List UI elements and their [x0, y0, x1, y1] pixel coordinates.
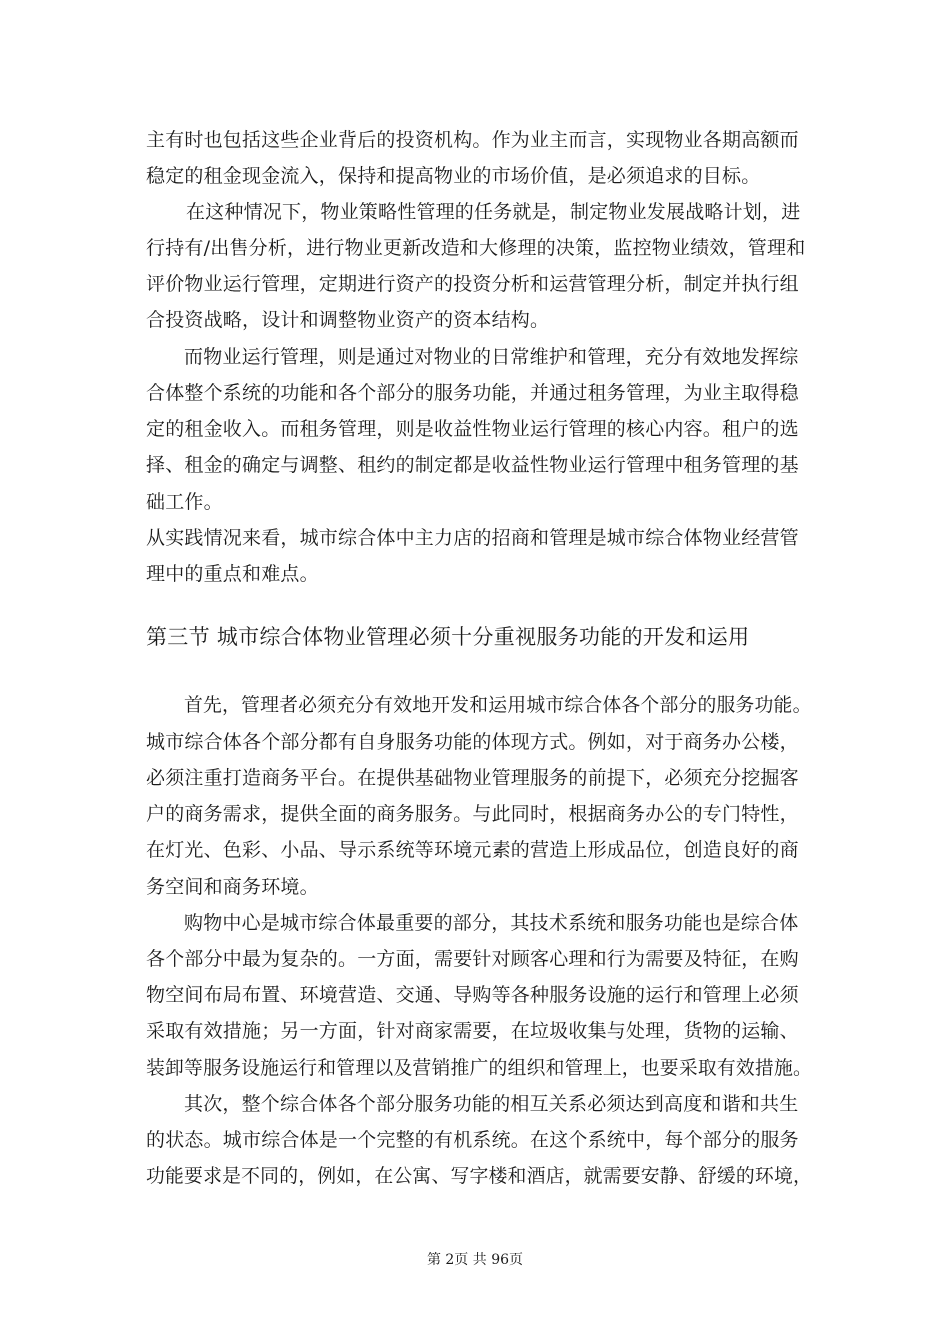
text-line: 城市综合体各个部分都有自身服务功能的体现方式。例如，对于商务办公楼， — [146, 731, 799, 753]
text-line: 择、租金的确定与调整、租约的制定都是收益性物业运行管理中租务管理的基 — [146, 454, 799, 476]
text-line: 物空间布局布置、环境营造、交通、导购等各种服务设施的运行和管理上必须 — [146, 984, 799, 1006]
text-line: 购物中心是城市综合体最重要的部分，其技术系统和服务功能也是综合体 — [184, 912, 799, 934]
text-line: 必须注重打造商务平台。在提供基础物业管理服务的前提下，必须充分挖掘客 — [146, 767, 799, 789]
text-line: 各个部分中最为复杂的。一方面，需要针对顾客心理和行为需要及特征，在购 — [146, 948, 799, 970]
page-number: 第 2页 共 96页 — [426, 1252, 524, 1268]
text-line: 评价物业运行管理，定期进行资产的投资分析和运营管理分析，制定并执行组 — [146, 273, 799, 295]
text-line: 装卸等服务设施运行和管理以及营销推广的组织和管理上，也要采取有效措施。 — [146, 1057, 813, 1079]
text-line: 首先，管理者必须充分有效地开发和运用城市综合体各个部分的服务功能。 — [184, 694, 812, 716]
text-line: 合投资战略，设计和调整物业资产的资本结构。 — [146, 309, 550, 331]
text-line: 行持有/出售分析，进行物业更新改造和大修理的决策，监控物业绩效，管理和 — [146, 237, 806, 259]
text-line: 础工作。 — [146, 491, 223, 513]
text-line: 其次，整个综合体各个部分服务功能的相互关系必须达到高度和谐和共生 — [184, 1093, 799, 1115]
text-line: 从实践情况来看，城市综合体中主力店的招商和管理是城市综合体物业经营管 — [146, 527, 799, 549]
text-line: 稳定的租金现金流入，保持和提高物业的市场价值，是必须追求的目标。 — [146, 165, 761, 187]
text-line: 采取有效措施；另一方面，针对商家需要，在垃圾收集与处理，货物的运输、 — [146, 1020, 799, 1042]
text-line: 合体整个系统的功能和各个部分的服务功能，并通过租务管理，为业主取得稳 — [146, 382, 799, 404]
text-line: 功能要求是不同的，例如，在公寓、写字楼和酒店，就需要安静、舒缓的环境， — [146, 1165, 813, 1187]
text-line: 理中的重点和难点。 — [146, 563, 319, 585]
text-line: 定的租金收入。而租务管理，则是收益性物业运行管理的核心内容。租户的选 — [146, 418, 799, 440]
text-line: 在这种情况下，物业策略性管理的任务就是，制定物业发展战略计划，进 — [186, 201, 801, 223]
text-line: 务空间和商务环境。 — [146, 876, 319, 898]
text-line: 户的商务需求，提供全面的商务服务。与此同时，根据商务办公的专门特性， — [146, 803, 799, 825]
text-line: 主有时也包括这些企业背后的投资机构。作为业主而言，实现物业各期高额而 — [146, 129, 799, 151]
text-line: 在灯光、色彩、小品、导示系统等环境元素的营造上形成品位，创造良好的商 — [146, 839, 799, 861]
text-line: 而物业运行管理，则是通过对物业的日常维护和管理，充分有效地发挥综 — [184, 346, 799, 368]
text-line: 的状态。城市综合体是一个完整的有机系统。在这个系统中，每个部分的服务 — [146, 1129, 799, 1151]
section-heading: 第三节 城市综合体物业管理必须十分重视服务功能的开发和运用 — [146, 625, 750, 649]
